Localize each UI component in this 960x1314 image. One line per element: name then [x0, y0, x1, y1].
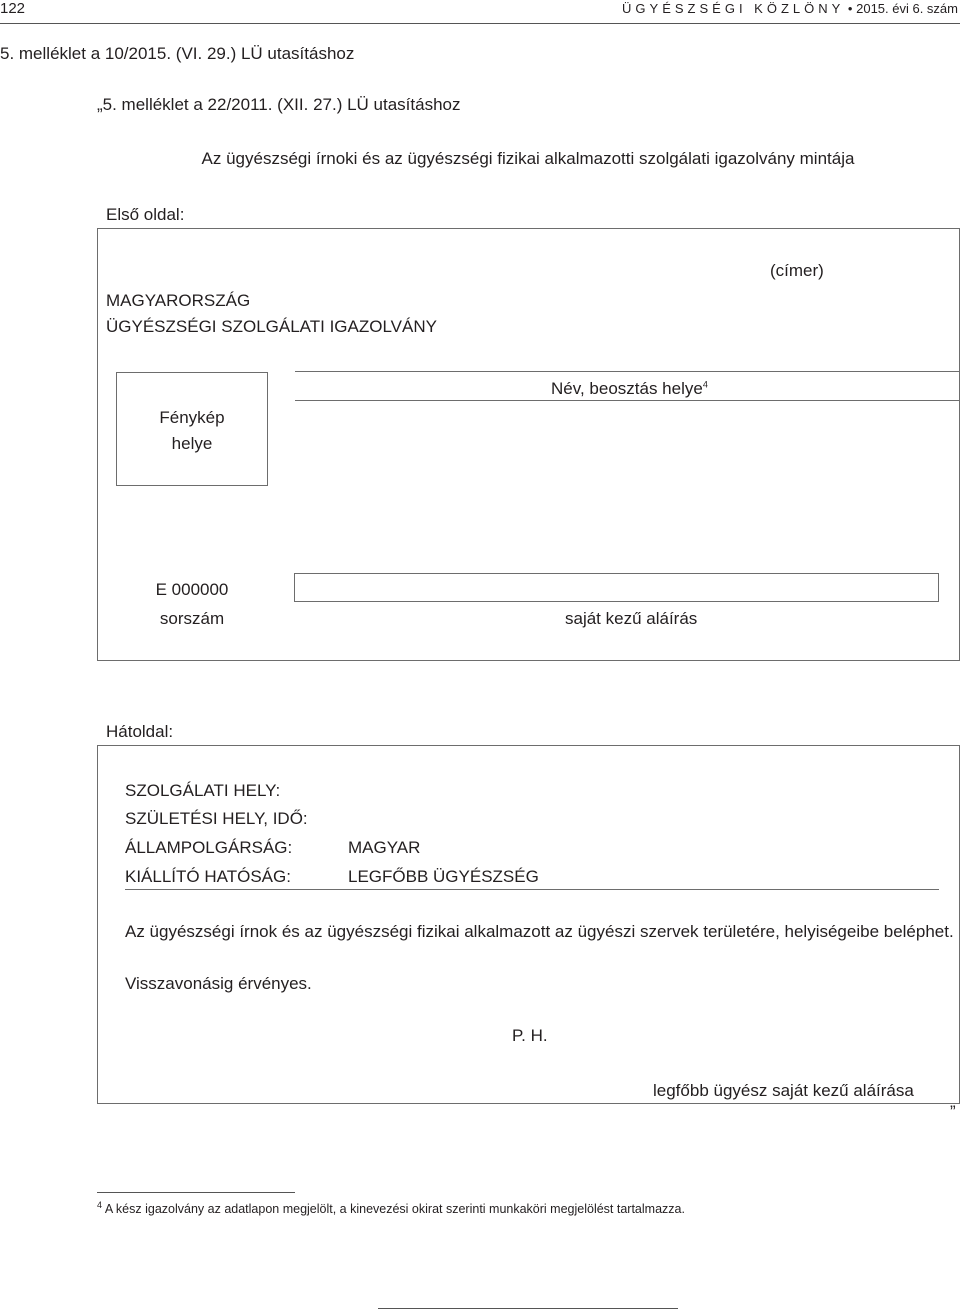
annex-title: 5. melléklet a 10/2015. (VI. 29.) LÜ utasításhoz: [0, 44, 355, 63]
birth-place-date-label: SZÜLETÉSI HELY, IDŐ:: [125, 809, 308, 828]
photo-placeholder: [116, 372, 268, 486]
serial-number: E 000000: [155, 580, 229, 599]
citizenship-value: MAGYAR: [348, 838, 421, 857]
header-rule: [0, 23, 960, 24]
issuer-value: LEGFŐBB ÜGYÉSZSÉG: [348, 867, 539, 886]
validity-statement: Visszavonásig érvényes.: [125, 974, 312, 993]
back-side-label: Hátoldal:: [106, 722, 174, 741]
page-bottom-rule: [378, 1308, 678, 1309]
issuer-label: KIÁLLÍTÓ HATÓSÁG:: [125, 867, 291, 886]
front-side-label: Első oldal:: [106, 205, 185, 224]
footnote-rule: [97, 1192, 295, 1193]
journal-name: ÜGYÉSZSÉGI KÖZLÖNY: [622, 1, 845, 16]
card-title: ÜGYÉSZSÉGI SZOLGÁLATI IGAZOLVÁNY: [106, 317, 437, 336]
name-position-text: Név, beosztás helye: [551, 379, 703, 398]
service-place-label: SZOLGÁLATI HELY:: [125, 781, 281, 800]
back-fields-rule: [125, 889, 939, 890]
citizenship-label: ÁLLAMPOLGÁRSÁG:: [125, 838, 293, 857]
quoted-annex-title: „5. melléklet a 22/2011. (XII. 27.) LÜ utasításhoz: [97, 95, 461, 114]
signature-field: [294, 573, 939, 602]
footnote: [97, 1200, 685, 1216]
serial-label: sorszám: [159, 609, 225, 628]
coat-of-arms-placeholder: (címer): [770, 261, 824, 280]
closing-quote: ”: [950, 1102, 956, 1121]
footnote-text: A kész igazolvány az adatlapon megjelölt, a kinevezési okirat szerinti munkaköri megjelölést tartalmazza.: [104, 1202, 685, 1217]
document-heading: Az ügyészségi írnoki és az ügyészségi fizikai alkalmazotti szolgálati igazolvány mintája: [201, 149, 855, 168]
footnote-number: 4: [97, 1200, 103, 1210]
name-field-bottom-rule: [295, 400, 960, 401]
signature-label: saját kezű aláírás: [565, 609, 698, 628]
issue-number: 2015. évi 6. szám: [856, 1, 958, 16]
name-field-top-rule: [295, 371, 960, 372]
prosecutor-general-signature-label: legfőbb ügyész saját kezű aláírása: [653, 1081, 914, 1100]
journal-header: [622, 1, 958, 16]
footnote-reference: 4: [702, 379, 708, 390]
header-bullet: •: [847, 1, 853, 16]
access-statement: Az ügyészségi írnok és az ügyészségi fizikai alkalmazott az ügyészi szervek területére, helyiségeibe beléphet.: [125, 922, 954, 941]
country-name: MAGYARORSZÁG: [106, 291, 251, 310]
seal-placeholder: P. H.: [512, 1026, 548, 1045]
photo-label-line2: helye: [171, 434, 213, 453]
page-number: 122: [0, 0, 26, 17]
photo-label-line1: Fénykép: [159, 408, 225, 427]
name-position-label: [551, 379, 708, 399]
